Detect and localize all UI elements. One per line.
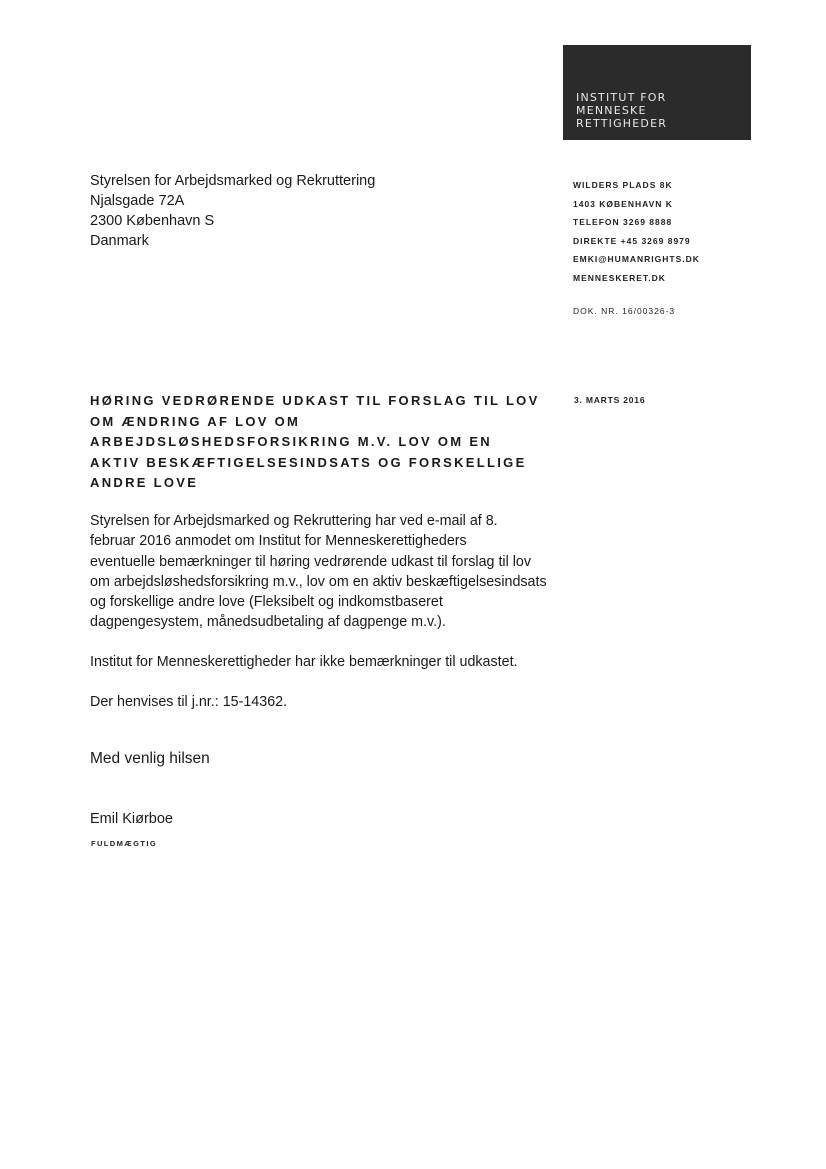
sender-website: MENNESKERET.DK [573, 272, 666, 283]
recipient-city: 2300 København S [90, 213, 215, 229]
recipient-name: Styrelsen for Arbejdsmarked og Rekruttering [90, 173, 376, 189]
recipient-street: Njalsgade 72A [90, 193, 185, 209]
paragraph-line: Styrelsen for Arbejdsmarked og Rekruttering har ved e-mail af 8. [90, 513, 498, 529]
logo-text-line: MENNESKE [576, 104, 647, 117]
sender-city: 1403 KØBENHAVN K [573, 198, 673, 209]
subject-line: OM ÆNDRING AF LOV OM [90, 413, 301, 429]
closing-greeting: Med venlig hilsen [90, 750, 210, 767]
sender-street: WILDERS PLADS 8K [573, 180, 673, 190]
sender-contact-info [573, 176, 773, 288]
paragraph-line: februar 2016 anmodet om Institut for Menneskerettigheders [90, 533, 467, 550]
paragraph-line: dagpengesystem, månedsudbetaling af dagpenge m.v.). [90, 614, 446, 631]
signer-title: FULDMÆGTIG [91, 839, 158, 848]
paragraph-line: Institut for Menneskerettigheder har ikke bemærkninger til udkastet. [90, 654, 518, 670]
recipient-address [90, 171, 510, 251]
body-paragraph-3 [90, 692, 570, 712]
institute-logo [563, 45, 751, 140]
letter-subject [90, 391, 570, 494]
paragraph-line: om arbejdsløshedsforsikring m.v., lov om en aktiv beskæftigelsesindsats [90, 573, 547, 590]
letter-date: 3. MARTS 2016 [574, 395, 646, 405]
sender-email: EMKI@HUMANRIGHTS.DK [573, 254, 700, 265]
body-paragraph-2 [90, 652, 570, 672]
document-number: DOK. NR. 16/00326-3 [573, 306, 676, 316]
paragraph-line: og forskellige andre love (Fleksibelt og indkomstbaseret [90, 594, 443, 611]
sender-direct-phone: DIREKTE +45 3269 8979 [573, 235, 691, 246]
subject-line: ANDRE LOVE [90, 475, 199, 490]
recipient-country: Danmark [90, 233, 149, 249]
logo-text-line: RETTIGHEDER [576, 117, 668, 130]
subject-line: ARBEJDSLØSHEDSFORSIKRING M.V. LOV OM EN [90, 434, 492, 449]
paragraph-line: Der henvises til j.nr.: 15-14362. [90, 694, 288, 710]
logo-text-line: INSTITUT FOR [576, 91, 667, 104]
subject-line: HØRING VEDRØRENDE UDKAST TIL FORSLAG TIL LOV [90, 393, 540, 408]
sender-phone: TELEFON 3269 8888 [573, 217, 673, 228]
signer-name: Emil Kiørboe [90, 811, 173, 827]
paragraph-line: eventuelle bemærkninger til høring vedrørende udkast til forslag til lov [90, 553, 532, 570]
body-paragraph-1 [90, 511, 570, 633]
subject-line: AKTIV BESKÆFTIGELSESINDSATS OG FORSKELLIGE [90, 454, 527, 470]
